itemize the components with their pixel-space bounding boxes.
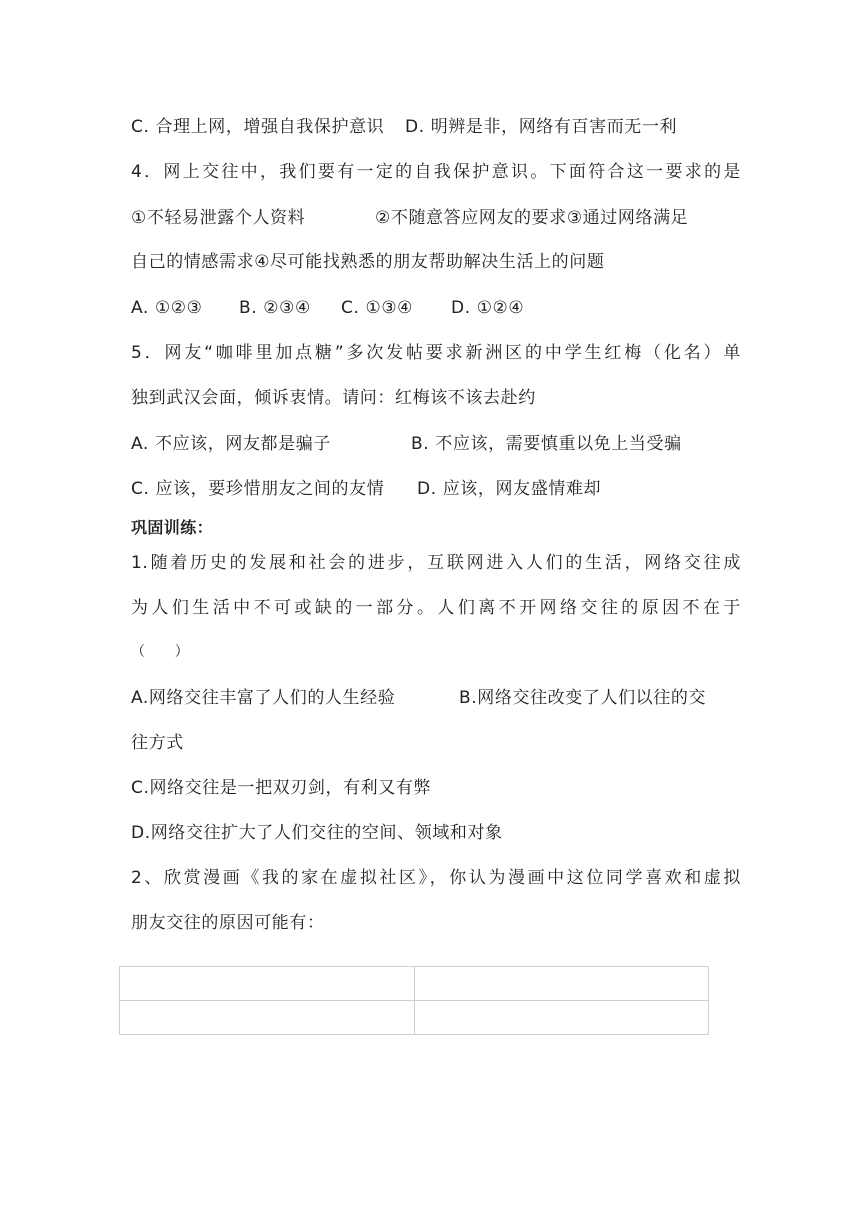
table-cell xyxy=(414,1001,709,1035)
training-2-stem: 2、欣赏漫画《我的家在虚拟社区》，你认为漫画中这位同学喜欢和虚拟 xyxy=(131,868,741,888)
q4-option-c: C. ①③④ xyxy=(341,298,413,318)
t1-option-a: A.网络交往丰富了人们的人生经验 xyxy=(131,688,396,708)
training-1-stem-2: 为人们生活中不可或缺的一部分。人们离不开网络交往的原因不在于 xyxy=(131,598,741,618)
q4-option-b: B. ②③④ xyxy=(239,298,311,318)
q5-option-b: B. 不应该，需要慎重以免上当受骗 xyxy=(411,434,682,454)
answer-table xyxy=(119,966,709,1035)
question-4-stem: 4．网上交往中，我们要有一定的自我保护意识。下面符合这一要求的是 xyxy=(131,162,741,182)
t1-option-d: D.网络交往扩大了人们交往的空间、领域和对象 xyxy=(131,823,503,843)
table-cell xyxy=(120,967,415,1001)
table-cell xyxy=(414,967,709,1001)
question-4-line-3: 自己的情感需求④尽可能找熟悉的朋友帮助解决生活上的问题 xyxy=(131,252,605,272)
section-heading: 巩固训练： xyxy=(131,518,214,537)
question-5-stem-2: 独到武汉会面，倾诉衷情。请问：红梅该不该去赴约 xyxy=(131,388,536,408)
q4-option-a: A. ①②③ xyxy=(131,298,203,318)
training-1-stem: 1.随着历史的发展和社会的进步，互联网进入人们的生活，网络交往成 xyxy=(131,553,741,573)
table-row xyxy=(120,967,709,1001)
t1-option-b-continued: 往方式 xyxy=(131,733,184,753)
option-c: C. 合理上网，增强自我保护意识 xyxy=(131,117,385,137)
q5-option-a: A. 不应该，网友都是骗子 xyxy=(131,434,331,454)
q5-option-c: C. 应该，要珍惜朋友之间的友情 xyxy=(131,479,385,499)
training-2-stem-2: 朋友交往的原因可能有： xyxy=(131,913,325,933)
t1-option-b: B.网络交往改变了人们以往的交 xyxy=(459,688,707,708)
q5-option-d: D. 应该，网友盛情难却 xyxy=(417,479,602,499)
option-d: D. 明辨是非，网络有百害而无一利 xyxy=(405,117,678,137)
q4-item-2-3: ②不随意答应网友的要求③通过网络满足 xyxy=(375,208,689,228)
table-cell xyxy=(120,1001,415,1035)
t1-option-c: C.网络交往是一把双刃剑，有利又有弊 xyxy=(131,778,432,798)
answer-bracket: （ ） xyxy=(131,644,190,660)
q4-item-1: ①不轻易泄露个人资料 xyxy=(131,208,306,228)
q4-option-d: D. ①②④ xyxy=(451,298,525,318)
question-5-stem: 5．网友“咖啡里加点糖”多次发帖要求新洲区的中学生红梅（化名）单 xyxy=(131,343,741,363)
table-row xyxy=(120,1001,709,1035)
